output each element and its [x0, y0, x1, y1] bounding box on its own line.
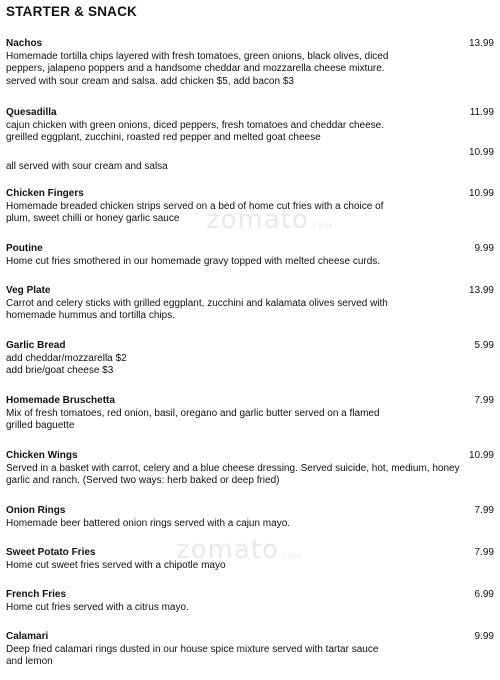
item-note: all served with sour cream and salsa: [6, 160, 168, 172]
item-description: Home cut fries smothered in our homemade gravy topped with melted cheese curds.: [6, 255, 381, 267]
item-description: cajun chicken with green onions, diced peppers, fresh tomatoes and cheddar cheese. greilled eggplant, zucchini, roasted red pepper and melted goat cheese: [6, 119, 385, 143]
menu-item-garlic-bread: [6, 340, 494, 378]
menu-item-chicken-wings: [6, 450, 494, 488]
item-description: Homemade breaded chicken strips served on a bed of home cut fries with a choice of plum, sweet chilli or honey garlic sauce: [6, 200, 384, 224]
item-name: Poutine: [6, 243, 43, 254]
item-price: 11.99: [469, 107, 494, 118]
item-name: Quesadilla: [6, 107, 57, 118]
item-description: Mix of fresh tomatoes, red onion, basil, oregano and garlic butter served on a flamed grilled baguette: [6, 407, 380, 431]
menu-item-quesadilla: [6, 107, 494, 173]
item-price: 9.99: [474, 243, 494, 254]
section-title: STARTER & SNACK: [6, 4, 137, 19]
item-price: 7.99: [474, 395, 494, 406]
menu-item-nachos: [6, 38, 494, 88]
item-name: French Fries: [6, 589, 67, 600]
item-price: 5.99: [474, 340, 494, 351]
menu-item-bruschetta: [6, 395, 494, 433]
item-description: Homemade tortilla chips layered with fresh tomatoes, green onions, black olives, diced peppers, jalapeno poppers and a handsome cheddar and mozzarella cheese mixture. served with sour cream and salsa. add chicken $5, add bacon $3: [6, 50, 389, 87]
item-price: 10.99: [468, 188, 494, 199]
item-name: Onion Rings: [6, 505, 66, 516]
item-description: add cheddar/mozzarella $2 add brie/goat cheese $3: [6, 352, 127, 376]
item-name: Garlic Bread: [6, 340, 66, 351]
menu-item-poutine: [6, 243, 494, 268]
item-name: Sweet Potato Fries: [6, 547, 96, 558]
item-name: Nachos: [6, 38, 43, 49]
menu-item-veg-plate: [6, 285, 494, 323]
item-description: Home cut sweet fries served with a chipotle mayo: [6, 559, 226, 571]
item-extra-price: 10.99: [468, 147, 494, 158]
watermark: zomato.com: [176, 535, 303, 565]
item-name: Homemade Bruschetta: [6, 395, 115, 406]
item-price: 7.99: [474, 505, 494, 516]
menu-item-french-fries: [6, 589, 494, 614]
item-name: Calamari: [6, 631, 49, 642]
item-description: Home cut fries served with a citrus mayo.: [6, 601, 189, 613]
item-name: Veg Plate: [6, 285, 51, 296]
menu-item-chicken-fingers: [6, 188, 494, 226]
item-price: 7.99: [474, 547, 494, 558]
item-price: 13.99: [468, 285, 494, 296]
item-description: Served in a basket with carrot, celery and a blue cheese dressing. Served suicide, hot, medium, honey garlic and ranch. (Served two ways: herb baked or deep fried): [6, 462, 460, 486]
item-price: 9.99: [474, 631, 494, 642]
watermark: zomato.com: [206, 205, 333, 235]
item-description: Deep fried calamari rings dusted in our house spice mixture served with tartar sauce and lemon: [6, 643, 379, 667]
item-price: 6.99: [474, 589, 494, 600]
item-description: Homemade beer battered onion rings served with a cajun mayo.: [6, 517, 291, 529]
menu-item-onion-rings: [6, 505, 494, 530]
item-price: 13.99: [468, 38, 494, 49]
item-name: Chicken Fingers: [6, 188, 84, 199]
menu-item-calamari: [6, 631, 494, 669]
item-price: 10.99: [468, 450, 494, 461]
item-name: Chicken Wings: [6, 450, 78, 461]
menu-item-sweet-potato-fries: [6, 547, 494, 572]
item-description: Carrot and celery sticks with grilled eggplant, zucchini and kalamata olives served with homemade hummus and tortilla chips.: [6, 297, 388, 321]
